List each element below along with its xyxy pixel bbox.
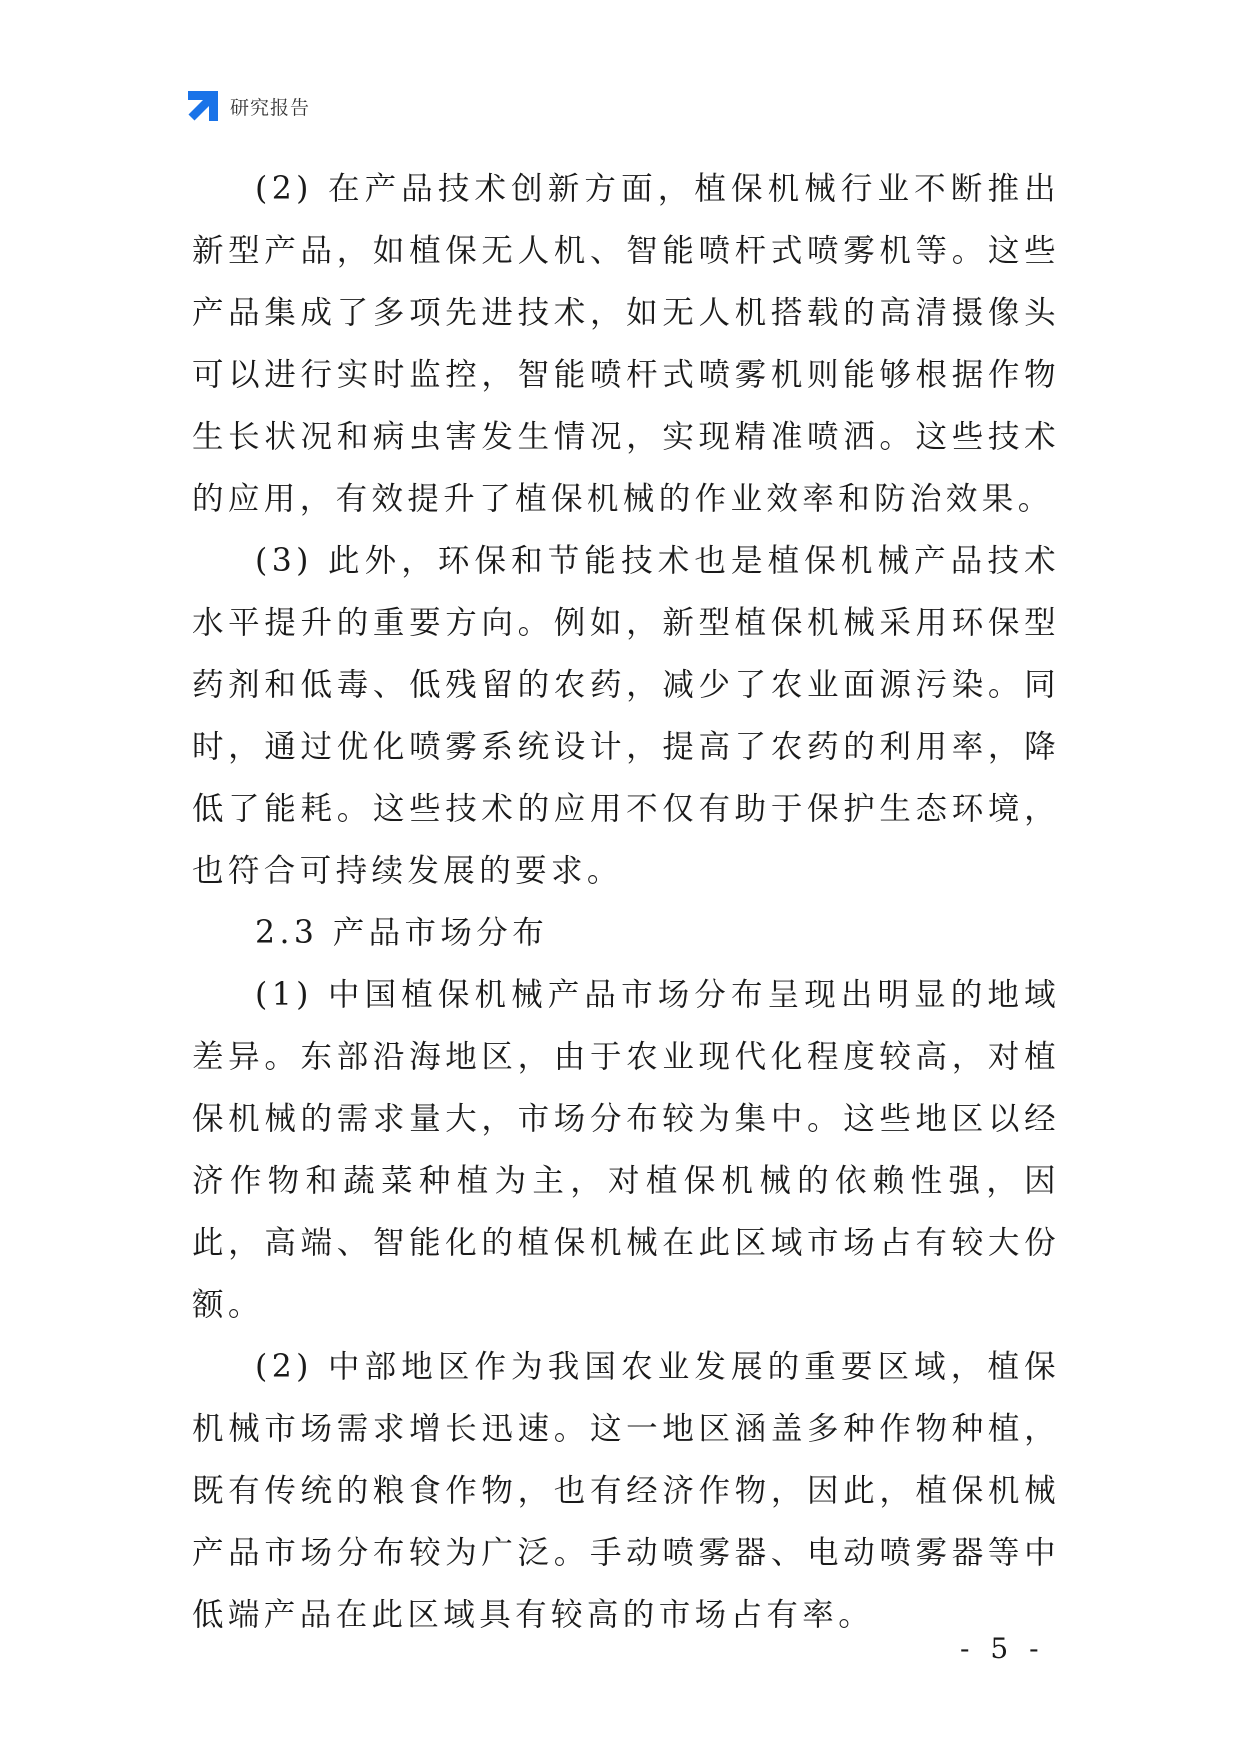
section-heading: 2.3 产品市场分布 — [255, 915, 549, 951]
arrow-up-right-icon — [186, 89, 220, 123]
page-header — [186, 88, 310, 124]
paragraph-product-innovation: (2) 在产品技术创新方面，植保机械行业不断推出新型产品，如植保无人机、智能喷杆式喷雾机等。这些产品集成了多项先进技术，如无人机搭载的高清摄像头可以进行实时监控，智能喷杆式喷雾机则能够根据作物生长状况和病虫害发生情况，实现精准喷洒。这些技术的应用，有效提升了植保机械的作业效率和防治效果。 — [192, 171, 1060, 517]
header-title: 研究报告 — [230, 96, 311, 119]
page-number: - 5 - — [960, 1632, 1045, 1665]
paragraph-market-central: (2) 中部地区作为我国农业发展的重要区域，植保机械市场需求增长迅速。这一地区涵盖多种作物种植，既有传统的粮食作物，也有经济作物，因此，植保机械产品市场分布较为广泛。手动喷雾器、电动喷雾器等中低端产品在此区域具有较高的市场占有率。 — [192, 1349, 1060, 1633]
document-body — [192, 158, 1060, 1646]
paragraph-market-east: (1) 中国植保机械产品市场分布呈现出明显的地域差异。东部沿海地区，由于农业现代化程度较高，对植保机械的需求量大，市场分布较为集中。这些地区以经济作物和蔬菜种植为主，对植保机械的依赖性强，因此，高端、智能化的植保机械在此区域市场占有较大份额。 — [192, 977, 1060, 1323]
paragraph-eco-technology: (3) 此外，环保和节能技术也是植保机械产品技术水平提升的重要方向。例如，新型植保机械采用环保型药剂和低毒、低残留的农药，减少了农业面源污染。同时，通过优化喷雾系统设计，提高了农药的利用率，降低了能耗。这些技术的应用不仅有助于保护生态环境，也符合可持续发展的要求。 — [192, 543, 1060, 889]
